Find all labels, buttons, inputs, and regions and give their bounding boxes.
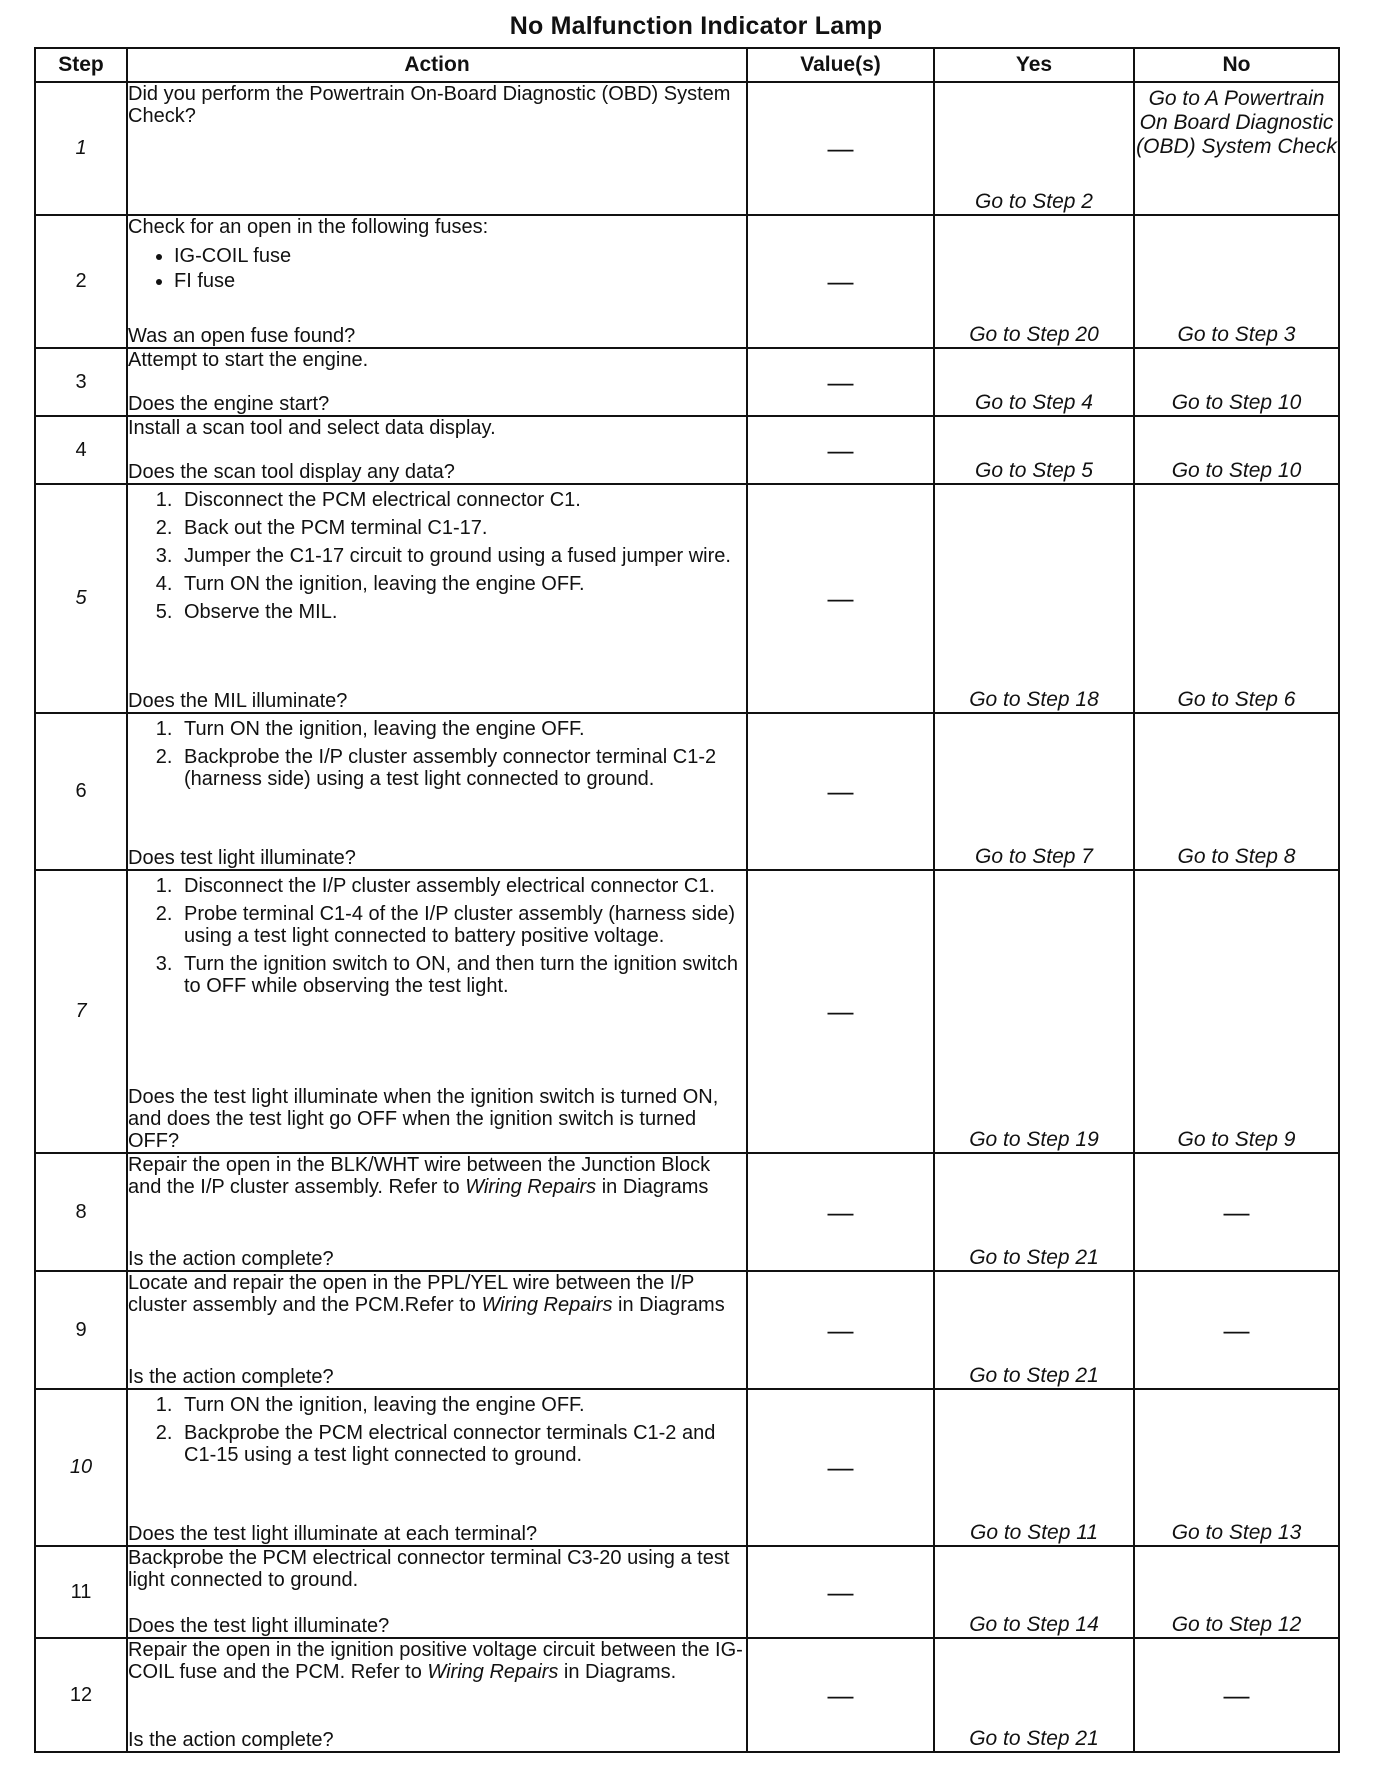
action-question: Does the MIL illuminate? xyxy=(128,690,348,712)
list-item: 1. Disconnect the I/P cluster assembly electrical connector C1. xyxy=(178,875,746,897)
step-number: 9 xyxy=(35,1271,127,1389)
step-number: 4 xyxy=(35,416,127,484)
value-cell: — xyxy=(747,416,934,484)
value-cell: — xyxy=(747,1389,934,1546)
list-item: • FI fuse xyxy=(174,270,746,292)
value-cell: — xyxy=(747,1546,934,1638)
value-cell: — xyxy=(747,1153,934,1271)
procedure-list xyxy=(128,489,746,629)
list-item: 4. Turn ON the ignition, leaving the engine OFF. xyxy=(178,573,746,595)
step-number: 12 xyxy=(35,1638,127,1752)
yes-cell: Go to Step 20 xyxy=(934,215,1134,348)
intro-text-tail: in Diagrams. xyxy=(558,1661,677,1683)
action-question: Does the engine start? xyxy=(128,393,330,415)
action-question: Is the action complete? xyxy=(128,1366,334,1388)
procedure-list xyxy=(128,1394,746,1472)
yes-cell: Go to Step 21 xyxy=(934,1638,1134,1752)
value-cell: — xyxy=(747,215,934,348)
step-number: 5 xyxy=(35,484,127,713)
yes-cell: Go to Step 11 xyxy=(934,1389,1134,1546)
action-question: Was an open fuse found? xyxy=(128,325,356,347)
intro-text: Locate and repair the open in the PPL/YEL wire between the I/P cluster assembly and the PCM.Refer to xyxy=(128,1272,694,1316)
table-row xyxy=(35,416,1339,484)
fuse-list xyxy=(128,242,746,295)
table-row xyxy=(35,713,1339,870)
yes-cell: Go to Step 2 xyxy=(934,82,1134,215)
action-cell xyxy=(127,416,747,484)
value-cell: — xyxy=(747,870,934,1153)
no-cell: — xyxy=(1134,1638,1339,1752)
step-number: 2 xyxy=(35,215,127,348)
action-question: Does the test light illuminate at each terminal? xyxy=(128,1523,538,1545)
procedure-list xyxy=(128,718,746,796)
action-intro xyxy=(128,1639,746,1683)
page-title: No Malfunction Indicator Lamp xyxy=(509,12,883,40)
header-values: Value(s) xyxy=(747,48,934,82)
action-cell xyxy=(127,82,747,215)
step-number: 7 xyxy=(35,870,127,1153)
yes-cell: Go to Step 21 xyxy=(934,1153,1134,1271)
reference-link-text: Wiring Repairs xyxy=(427,1661,559,1683)
value-cell: — xyxy=(747,713,934,870)
no-cell: — xyxy=(1134,1271,1339,1389)
intro-text-tail: in Diagrams xyxy=(596,1176,709,1198)
table-row xyxy=(35,1153,1339,1271)
table-row xyxy=(35,484,1339,713)
no-cell: Go to Step 12 xyxy=(1134,1546,1339,1638)
no-cell: Go to Step 9 xyxy=(1134,870,1339,1153)
value-cell: — xyxy=(747,484,934,713)
action-cell xyxy=(127,1389,747,1546)
list-item: • IG-COIL fuse xyxy=(174,245,746,267)
procedure-list xyxy=(128,875,746,1003)
reference-link-text: Wiring Repairs xyxy=(481,1294,613,1316)
list-item: 2. Back out the PCM terminal C1-17. xyxy=(178,517,746,539)
step-number: 8 xyxy=(35,1153,127,1271)
action-cell xyxy=(127,215,747,348)
action-question: Is the action complete? xyxy=(128,1729,334,1751)
list-item: 2. Backprobe the I/P cluster assembly connector terminal C1-2 (harness side) using a test light connected to ground. xyxy=(178,746,746,790)
action-question: Does the test light illuminate when the ignition switch is turned ON, and does the test light go OFF when the ignition switch is turned OFF? xyxy=(128,1086,719,1152)
action-intro: Attempt to start the engine. xyxy=(128,349,369,371)
yes-cell: Go to Step 14 xyxy=(934,1546,1134,1638)
list-item: 5. Observe the MIL. xyxy=(178,601,746,623)
diagnostic-table xyxy=(34,47,1340,1753)
step-number: 11 xyxy=(35,1546,127,1638)
no-cell: — xyxy=(1134,1153,1339,1271)
no-cell: Go to A Powertrain On Board Diagnostic (OBD) System Check xyxy=(1134,82,1339,215)
table-row xyxy=(35,1546,1339,1638)
action-intro: Check for an open in the following fuses: xyxy=(128,216,489,238)
list-item: 3. Jumper the C1-17 circuit to ground using a fused jumper wire. xyxy=(178,545,746,567)
header-step: Step xyxy=(35,48,127,82)
table-row xyxy=(35,1271,1339,1389)
yes-cell: Go to Step 19 xyxy=(934,870,1134,1153)
list-item: 2. Backprobe the PCM electrical connector terminals C1-2 and C1-15 using a test light connected to ground. xyxy=(178,1422,746,1466)
intro-text: Repair the open in the ignition positive voltage circuit between the IG-COIL fuse and the PCM. Refer to xyxy=(128,1639,743,1683)
value-cell: — xyxy=(747,82,934,215)
list-item: 2. Probe terminal C1-4 of the I/P cluster assembly (harness side) using a test light connected to battery positive voltage. xyxy=(178,903,746,947)
header-yes: Yes xyxy=(934,48,1134,82)
no-cell: Go to Step 8 xyxy=(1134,713,1339,870)
action-question: Does the scan tool display any data? xyxy=(128,461,455,483)
no-cell: Go to Step 10 xyxy=(1134,416,1339,484)
step-number: 10 xyxy=(35,1389,127,1546)
table-row xyxy=(35,1638,1339,1752)
action-cell xyxy=(127,1271,747,1389)
header-no: No xyxy=(1134,48,1339,82)
yes-cell: Go to Step 5 xyxy=(934,416,1134,484)
intro-text: Repair the open in the BLK/WHT wire between the Junction Block and the I/P cluster assembly. Refer to xyxy=(128,1154,711,1198)
table-row xyxy=(35,1389,1339,1546)
action-intro: Backprobe the PCM electrical connector terminal C3-20 using a test light connected to ground. xyxy=(128,1547,730,1591)
action-cell xyxy=(127,713,747,870)
action-cell xyxy=(127,348,747,416)
action-cell xyxy=(127,1638,747,1752)
no-cell: Go to Step 10 xyxy=(1134,348,1339,416)
table-row xyxy=(35,82,1339,215)
action-cell xyxy=(127,870,747,1153)
no-cell: Go to Step 6 xyxy=(1134,484,1339,713)
action-intro xyxy=(128,1154,746,1198)
action-intro xyxy=(128,1272,746,1316)
value-cell: — xyxy=(747,1638,934,1752)
value-cell: — xyxy=(747,348,934,416)
action-intro: Install a scan tool and select data display. xyxy=(128,417,496,439)
no-cell: Go to Step 13 xyxy=(1134,1389,1339,1546)
step-number: 1 xyxy=(35,82,127,215)
list-item: 1. Turn ON the ignition, leaving the engine OFF. xyxy=(178,1394,746,1416)
table-row xyxy=(35,348,1339,416)
list-item: 1. Turn ON the ignition, leaving the engine OFF. xyxy=(178,718,746,740)
yes-cell: Go to Step 7 xyxy=(934,713,1134,870)
intro-text-tail: in Diagrams xyxy=(612,1294,725,1316)
value-cell: — xyxy=(747,1271,934,1389)
list-item: 3. Turn the ignition switch to ON, and then turn the ignition switch to OFF while observing the test light. xyxy=(178,953,746,997)
header-action: Action xyxy=(127,48,747,82)
table-row xyxy=(35,870,1339,1153)
action-question: Is the action complete? xyxy=(128,1248,334,1270)
action-question: Does the test light illuminate? xyxy=(128,1615,390,1637)
action-cell xyxy=(127,1153,747,1271)
yes-cell: Go to Step 4 xyxy=(934,348,1134,416)
action-cell xyxy=(127,484,747,713)
table-header-row xyxy=(35,48,1339,82)
reference-link-text: Wiring Repairs xyxy=(465,1176,597,1198)
action-cell xyxy=(127,1546,747,1638)
yes-cell: Go to Step 21 xyxy=(934,1271,1134,1389)
step-number: 3 xyxy=(35,348,127,416)
step-number: 6 xyxy=(35,713,127,870)
table-row xyxy=(35,215,1339,348)
yes-cell: Go to Step 18 xyxy=(934,484,1134,713)
list-item: 1. Disconnect the PCM electrical connector C1. xyxy=(178,489,746,511)
no-cell: Go to Step 3 xyxy=(1134,215,1339,348)
action-question: Does test light illuminate? xyxy=(128,847,356,869)
action-text: Did you perform the Powertrain On-Board Diagnostic (OBD) System Check? xyxy=(128,83,731,127)
